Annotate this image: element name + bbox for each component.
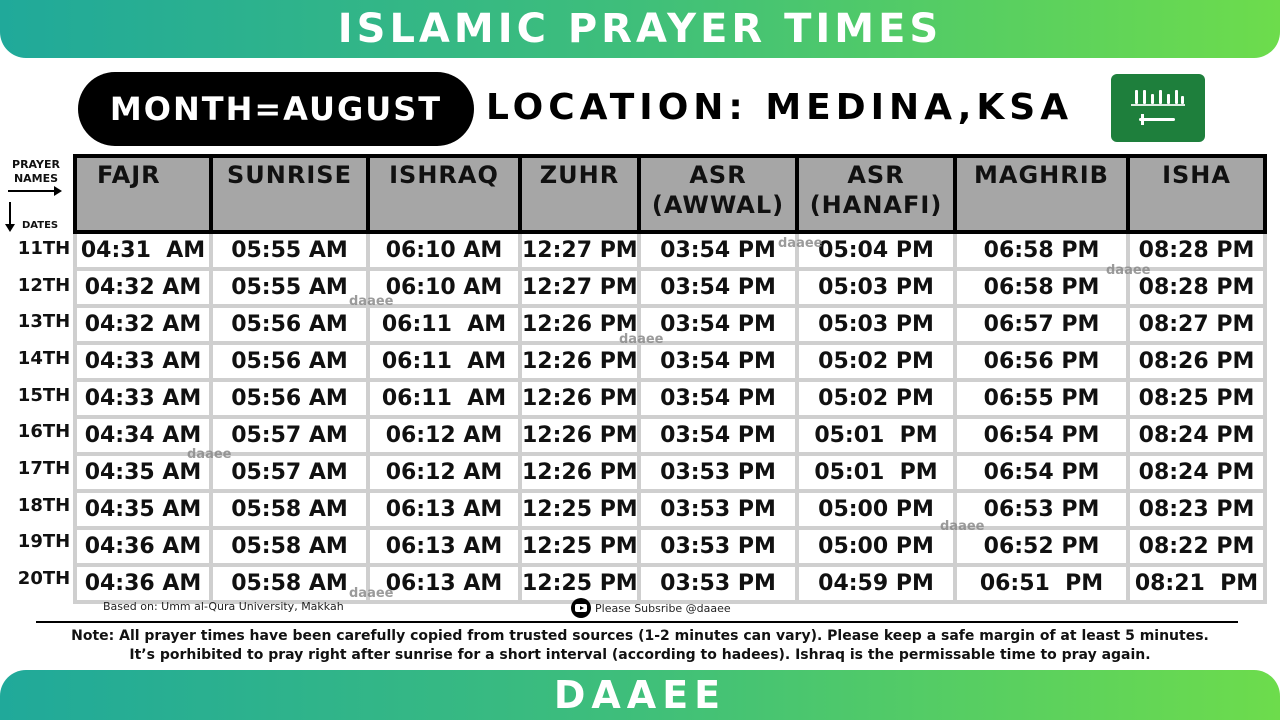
time-cell: 05:56 AM: [211, 343, 368, 380]
time-cell: 03:54 PM: [639, 380, 797, 417]
prayer-times-table: [73, 154, 1263, 595]
column-header: SUNRISE: [211, 156, 368, 232]
date-column: [16, 230, 72, 597]
time-cell: 06:53 PM: [955, 491, 1128, 528]
table-row: [75, 343, 1265, 380]
time-cell: 04:31 AM: [75, 232, 211, 269]
time-cell: 04:32 AM: [75, 269, 211, 306]
time-cell: 08:24 PM: [1128, 417, 1265, 454]
time-cell: 12:25 PM: [520, 528, 639, 565]
column-header: ASR (HANAFI): [797, 156, 955, 232]
time-cell: 04:32 AM: [75, 306, 211, 343]
arrow-right-icon: [8, 190, 60, 192]
time-cell: 12:26 PM: [520, 454, 639, 491]
time-cell: 08:28 PM: [1128, 232, 1265, 269]
page-title: ISLAMIC PRAYER TIMES: [337, 6, 943, 52]
date-label: 18TH: [17, 494, 71, 516]
date-label: 13TH: [17, 311, 71, 333]
time-cell: 04:33 AM: [75, 343, 211, 380]
time-cell: 05:58 AM: [211, 528, 368, 565]
time-cell: 05:02 PM: [797, 343, 955, 380]
saudi-flag-icon: [1111, 74, 1205, 142]
time-cell: 08:23 PM: [1128, 491, 1265, 528]
time-cell: 03:54 PM: [639, 232, 797, 269]
time-cell: 04:35 AM: [75, 454, 211, 491]
time-cell: 06:13 AM: [368, 491, 520, 528]
time-cell: 05:55 AM: [211, 232, 368, 269]
time-cell: 06:12 AM: [368, 454, 520, 491]
time-cell: 12:25 PM: [520, 565, 639, 602]
prayer-names-label: PRAYER NAMES: [12, 158, 60, 185]
divider: [36, 621, 1238, 623]
table-row: [75, 528, 1265, 565]
watermark: daaee: [349, 294, 394, 309]
table-row: [75, 306, 1265, 343]
time-cell: 06:54 PM: [955, 417, 1128, 454]
time-cell: 12:27 PM: [520, 232, 639, 269]
time-cell: 03:54 PM: [639, 343, 797, 380]
source-credit: Based on: Umm al-Qura University, Makkah: [103, 600, 344, 613]
note-line-1: Note: All prayer times have been carefully copied from trusted sources (1-2 minutes can vary). Please keep a safe margin of at least 5 minutes.: [71, 628, 1209, 644]
watermark: daaee: [187, 447, 232, 462]
title-banner: [0, 0, 1280, 58]
time-cell: 05:57 AM: [211, 417, 368, 454]
time-cell: 03:54 PM: [639, 306, 797, 343]
time-cell: 03:53 PM: [639, 491, 797, 528]
youtube-icon: [571, 598, 591, 618]
time-cell: 08:21 PM: [1128, 565, 1265, 602]
time-cell: 05:58 AM: [211, 491, 368, 528]
time-cell: 04:36 AM: [75, 565, 211, 602]
column-header: ASR (AWWAL): [639, 156, 797, 232]
table-row: [75, 491, 1265, 528]
time-cell: 06:11 AM: [368, 380, 520, 417]
time-cell: 06:57 PM: [955, 306, 1128, 343]
time-cell: 05:03 PM: [797, 306, 955, 343]
location-label: LOCATION: MEDINA,KSA: [486, 86, 1074, 128]
table-row: [75, 454, 1265, 491]
time-cell: 06:52 PM: [955, 528, 1128, 565]
time-cell: 08:28 PM: [1128, 269, 1265, 306]
time-cell: 04:34 AM: [75, 417, 211, 454]
note-line-2: It’s porhibited to pray right after sunrise for a short interval (according to hadees). Ishraq is the permissable time to pray again.: [129, 647, 1151, 663]
time-cell: 03:54 PM: [639, 269, 797, 306]
time-cell: 12:26 PM: [520, 380, 639, 417]
month-badge: [78, 72, 474, 146]
dates-label: DATES: [22, 220, 59, 231]
arrow-down-icon: [9, 202, 11, 230]
column-header: ZUHR: [520, 156, 639, 232]
date-label: 14TH: [17, 347, 71, 369]
month-label: MONTH=AUGUST: [109, 90, 443, 128]
time-cell: 05:01 PM: [797, 454, 955, 491]
time-cell: 06:13 AM: [368, 528, 520, 565]
table-header: [75, 156, 1265, 232]
time-cell: 05:01 PM: [797, 417, 955, 454]
date-label: 19TH: [17, 531, 71, 553]
date-label: 15TH: [17, 384, 71, 406]
time-cell: 12:27 PM: [520, 269, 639, 306]
column-header: ISHRAQ: [368, 156, 520, 232]
time-cell: 05:02 PM: [797, 380, 955, 417]
table-row: [75, 232, 1265, 269]
time-cell: 06:13 AM: [368, 565, 520, 602]
watermark: daaee: [778, 236, 823, 251]
watermark: daaee: [1106, 263, 1151, 278]
time-cell: 05:56 AM: [211, 380, 368, 417]
time-cell: 12:25 PM: [520, 491, 639, 528]
time-cell: 05:58 AM: [211, 565, 368, 602]
time-cell: 08:27 PM: [1128, 306, 1265, 343]
watermark: daaee: [349, 586, 394, 601]
time-cell: 12:26 PM: [520, 417, 639, 454]
time-cell: 06:11 AM: [368, 306, 520, 343]
subscribe-text: Please Subsribe @daaee: [595, 601, 731, 615]
date-label: 12TH: [17, 274, 71, 296]
time-cell: 04:35 AM: [75, 491, 211, 528]
time-cell: 03:53 PM: [639, 565, 797, 602]
time-cell: 06:51 PM: [955, 565, 1128, 602]
time-cell: 08:25 PM: [1128, 380, 1265, 417]
column-header: FAJR: [75, 156, 211, 232]
column-header: ISHA: [1128, 156, 1265, 232]
time-cell: 06:10 AM: [368, 269, 520, 306]
watermark: daaee: [619, 332, 664, 347]
time-cell: 06:12 AM: [368, 417, 520, 454]
table-row: [75, 269, 1265, 306]
time-cell: 05:00 PM: [797, 491, 955, 528]
time-cell: 08:24 PM: [1128, 454, 1265, 491]
subscribe-link[interactable]: [571, 598, 731, 618]
time-cell: 03:53 PM: [639, 454, 797, 491]
time-cell: 04:59 PM: [797, 565, 955, 602]
disclaimer-note: [0, 627, 1280, 665]
time-cell: 04:36 AM: [75, 528, 211, 565]
time-cell: 06:55 PM: [955, 380, 1128, 417]
time-cell: 06:56 PM: [955, 343, 1128, 380]
time-cell: 05:55 AM: [211, 269, 368, 306]
date-label: 20TH: [17, 568, 71, 590]
time-cell: 06:10 AM: [368, 232, 520, 269]
date-label: 11TH: [17, 237, 71, 259]
table-row: [75, 417, 1265, 454]
date-label: 16TH: [17, 421, 71, 443]
brand-banner: [0, 670, 1280, 720]
time-cell: 05:04 PM: [797, 232, 955, 269]
brand-name: DAAEE: [553, 673, 727, 717]
time-cell: 06:11 AM: [368, 343, 520, 380]
time-cell: 03:54 PM: [639, 417, 797, 454]
time-cell: 05:56 AM: [211, 306, 368, 343]
column-header: MAGHRIB: [955, 156, 1128, 232]
time-cell: 06:54 PM: [955, 454, 1128, 491]
time-cell: 05:00 PM: [797, 528, 955, 565]
time-cell: 12:26 PM: [520, 306, 639, 343]
watermark: daaee: [940, 519, 985, 534]
table-row: [75, 565, 1265, 602]
time-cell: 06:58 PM: [955, 232, 1128, 269]
time-cell: 08:26 PM: [1128, 343, 1265, 380]
time-cell: 05:57 AM: [211, 454, 368, 491]
time-cell: 12:26 PM: [520, 343, 639, 380]
time-cell: 06:58 PM: [955, 269, 1128, 306]
date-label: 17TH: [17, 457, 71, 479]
table-row: [75, 380, 1265, 417]
time-cell: 04:33 AM: [75, 380, 211, 417]
time-cell: 05:03 PM: [797, 269, 955, 306]
time-cell: 03:53 PM: [639, 528, 797, 565]
time-cell: 08:22 PM: [1128, 528, 1265, 565]
